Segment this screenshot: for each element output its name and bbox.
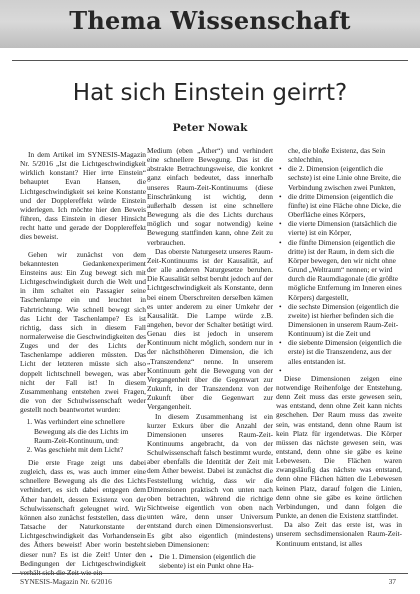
bottom-rule: [12, 573, 408, 574]
spacer: [276, 366, 402, 374]
page-number: 37: [388, 577, 396, 586]
list-item: • die vierte Dimension (tatsächlich die vierte) ist ein Körper,: [288, 219, 402, 237]
list-item: 1. Was verhindert eine schnellere Bewegung als die des Lichts im Raum-Zeit-Kontinuum, und:: [34, 417, 146, 444]
footer-magazine: SYNESIS-Magazin Nr. 6/2016: [20, 577, 112, 586]
column-3: [276, 146, 402, 570]
paragraph: In diesem Zusammenhang ist ein kurzer Exkurs über die Anzahl der Dimensionen unseres Raum-Zeit-Kontinuums angebracht, da von der Schulwissenschaft falsch bestimmt wurde, aber ebenfalls die Identität der Zeit mit dem Äther beweist. Dabei ist zunächst die Feststellung wichtig, dass wir die Dimensionen praktisch von unten nach oben betrachten, während die richtige Sichtweise eigentlich von oben nach unten wäre, denn unser Universum entstand durch einen Dimensionsverlust. Es gibt also eigentlich (mindestens) sieben Dimensionen:: [147, 411, 273, 549]
column-2: [147, 146, 273, 570]
spacer: [20, 242, 146, 250]
question-list: [20, 417, 146, 454]
list-item: • die sechste Dimension (eigentlich die zweite) ist hierher befinden sich die Dimensionen in unserem Raum-Zeit-Kontinuum) ist die Zeit und: [288, 302, 402, 339]
column-1: [20, 146, 146, 570]
section-title: Thema Wissenschaft: [69, 6, 351, 35]
paragraph: In dem Artikel im SYNESIS-Magazin Nr. 5/2016 „Ist die Lichtgeschwindigkeit wirklich konstant? Hier irrte Einstein“ behauptet Evan Hansen, die Lichtgeschwindigkeit sei keine Konstante und der Dopplereffekt würde Einstein widerlegen. Ich möchte hier den Beweis führen, dass Einstein in dieser Hinsicht recht hatte und gerade der Dopplereffekt dies beweist.: [20, 150, 146, 242]
dimension-list: [147, 552, 273, 570]
paragraph: Medium (eben „Äther“) und verhindert eine schnellere Bewegung. Das ist die abstrakte Betrachtungsweise, die konkret ganz einfach bedeutet, dass innerhalb unseres Raum-Zeit-Kontinuums (diese Einschränkung ist wichtig, denn außerhalb dessen ist eine schnellere Bewegung als die des Lichts durchaus möglich und sogar notwendig) keine Bewegung stattfinden kann, ohne Zeit zu verbrauchen.: [147, 146, 273, 247]
top-rule: [12, 60, 408, 61]
paragraph: Diese Dimensionen zeigen eine notwendige Reihenfolge der Entstehung, denn Zeit muss das erste gewesen sein, was entstand, denn ohne Zeit kann nichts geschehen. Der Raum muss das zweite sein, was entstand, denn ohne Raum ist kein Platz für irgendetwas. Die Körper müssen das nächste gewesen sein, was entstand, denn ohne sie gäbe es keine Lebewesen. Die Flächen waren zwangsläufig das nächste was entstand, denn ohne Flächen hätten die Lebewesen keinen Platz, darauf folgen die Linien, denn ohne sie gäbe es keine örtlichen Verbindungen, und dann folgen die Punkte, an denen die Existenz stattfindet.: [276, 373, 402, 521]
paragraph: Gehen wir zunächst von dem bekanntesten Gedankenexperiment Einsteins aus: Ein Zug bewegt sich mit Lichtgeschwindigkeit durch die Welt und in ihm schaltet ein Passagier seine Taschenlampe ein und leuchtet in Fahrtrichtung. Wie schnell bewegt sich das Licht der Taschenlampe? Es ist richtig, dass sich in diesem Fall normalerweise die Geschwindigkeiten des Zuges und der des Lichts der Taschenlampe addieren müssten. Das Licht der letzteren müsste sich also doppelt lichtschnell bewegen, was aber nicht der Fall ist! In diesem Zusammenhang entstehen zwei Fragen, die von der Schulwissenschaft weder gestellt noch beantwortet wurden:: [20, 249, 146, 415]
paragraph: Da also Zeit das erste ist, was in unserem sechsdimensionalen Raum-Zeit-Kontinuum entstand, ist alles: [276, 520, 402, 548]
list-item: • die siebente Dimension (eigentlich die erste) ist die Transzendenz, aus der alles entstanden ist.: [288, 338, 402, 365]
dimension-list: [276, 164, 402, 365]
article-author: Peter Nowak: [172, 122, 248, 134]
list-item: • die 2. Dimension (eigentlich die sechste) ist eine Linie ohne Breite, die Verbindung zwischen zwei Punkten,: [288, 164, 402, 191]
list-item: 2. Was geschieht mit dem Licht?: [34, 445, 146, 454]
paragraph: Das oberste Naturgesetz unseres Raum-Zeit-Kontinuums ist der Kausalität, auf der alle anderen Naturgesetze beruhen. Die Kausalität selbst beruht jedoch auf der Lichtgeschwindigkeit als Konstante, denn bei einem Überschreiten derselben kämen es unter anderem zu einer Umkehr der Kausalität. Die Lampe würde z.B. angehen, bevor der Schalter betätigt wird. Genau dies ist jedoch in unserem Kontinuum nicht möglich, sondern nur in der nächsthöheren Dimension, die ich „Transzendenz“ nenne. In unserem Kontinuum geht die Bewegung von der Vergangenheit über die Gegenwart zur Zukunft, in der Transzendenz von der Zukunft über die Gegenwart zur Vergangenheit.: [147, 246, 274, 412]
list-item: • die dritte Dimension (eigentlich die fünfte) ist eine Fläche ohne Dicke, die Oberfläche eines Körpers,: [288, 192, 402, 219]
article-title: Hat sich Einstein geirrt?: [72, 80, 348, 106]
list-item: • die fünfte Dimension (eigentlich die dritte) ist der Raum, in dem sich die Körper bewegen, den wir nicht ohne Grund „Weltraum“ nennen; er wird durch die Raumdiagonale (die größte mögliche Entfernung im Inneren eines Körpers) dargestellt,: [288, 238, 402, 302]
list-continuation: che, die bloße Existenz, das Sein schlechthin,: [288, 146, 386, 165]
paragraph: Die erste Frage zeigt uns dabei zugleich, dass es, was auch immer eine schnellere Bewegung als die des Lichts verhindert, es sich dabei entgegen dem Äther handelt, dessen Existenz von der Schulwissenschaft geleugnet wird. Wir können also zunächst feststellen, dass die Tatsache der Naturkonstante der Lichtgeschwindigkeit das Vorhandensein des Äthers beweist! Aber worin besteht dieser nun? Es ist die Zeit! Unter den Bedingungen der Lichtgeschwindigkeit: [20, 458, 146, 568]
list-item: • Die 1. Dimension (eigentlich die siebente) ist ein Punkt ohne Ha-: [159, 552, 273, 570]
